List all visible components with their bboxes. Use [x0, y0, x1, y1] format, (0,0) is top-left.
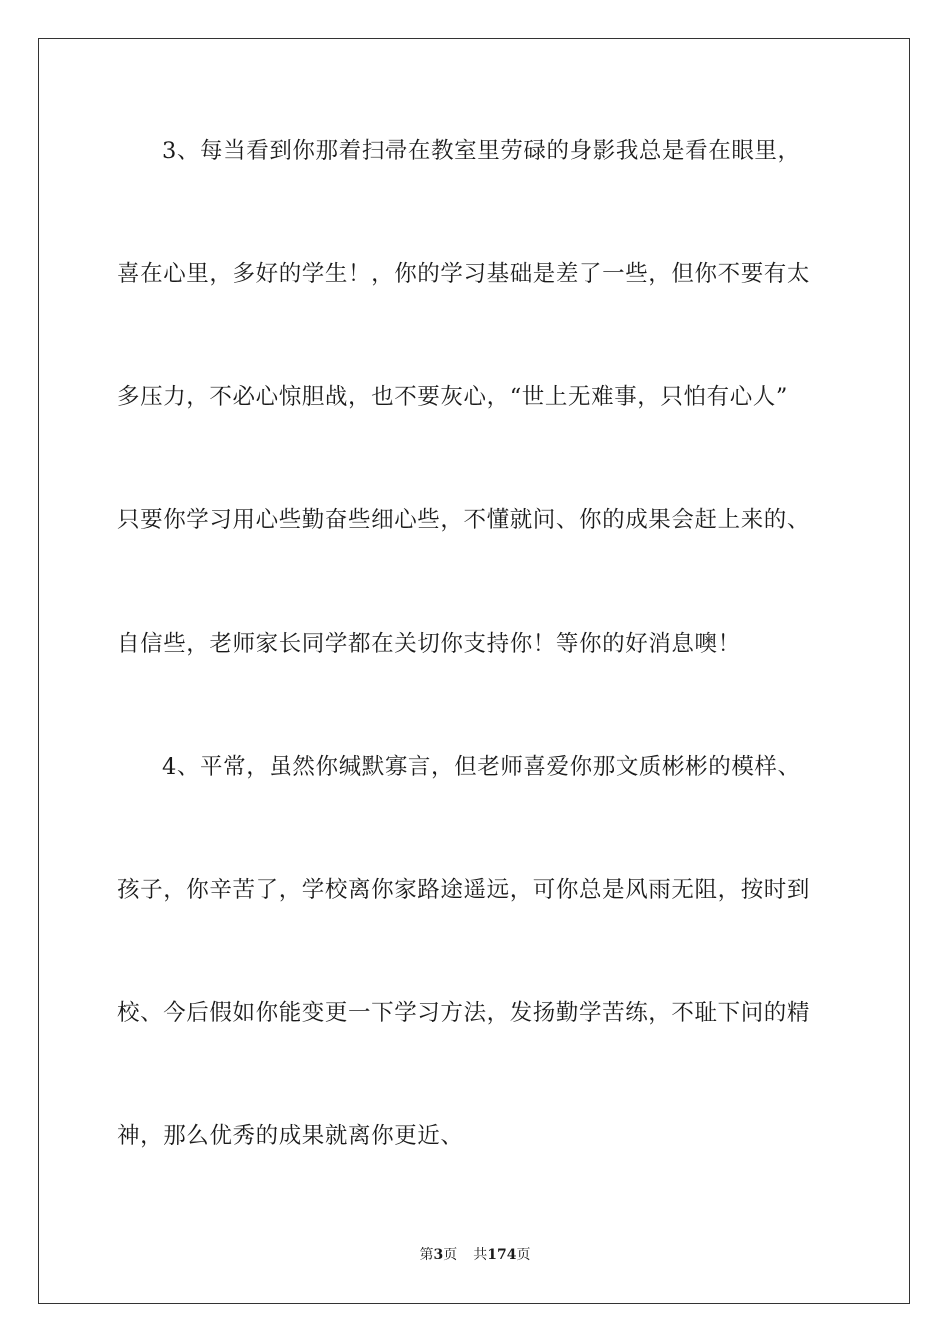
paragraph-3-line-3: 多压力，不必心惊胆战，也不要灰心，“世上无难事，只怕有心人”	[117, 384, 789, 410]
total-prefix: 共	[473, 1247, 488, 1263]
paragraph-3-line-2: 喜在心里，多好的学生！，你的学习基础是差了一些，但你不要有太	[117, 261, 811, 287]
paragraph-3-line-1: 3、每当看到你那着扫帚在教室里劳碌的身影我总是看在眼里，	[162, 138, 801, 164]
page-suffix: 页	[443, 1247, 458, 1263]
paragraph-4-line-4: 神，那么优秀的成果就离你更近、	[117, 1123, 464, 1149]
page-footer	[0, 1246, 950, 1264]
page-prefix: 第	[419, 1247, 434, 1263]
paragraph-4-line-3: 校、今后假如你能变更一下学习方法，发扬勤学苦练，不耻下问的精	[117, 1000, 811, 1026]
page-border	[38, 38, 910, 1304]
page-number: 3	[433, 1247, 444, 1263]
total-suffix: 页	[516, 1247, 531, 1263]
paragraph-4-line-2: 孩子，你辛苦了，学校离你家路途遥远，可你总是风雨无阻，按时到	[117, 877, 811, 903]
paragraph-3-line-5: 自信些，老师家长同学都在关切你支持你！等你的好消息噢！	[117, 631, 741, 657]
paragraph-3-line-4: 只要你学习用心些勤奋些细心些，不懂就问、你的成果会赶上来的、	[117, 507, 811, 533]
total-pages: 174	[487, 1247, 517, 1263]
paragraph-4-line-1: 4、平常，虽然你缄默寡言，但老师喜爱你那文质彬彬的模样、	[162, 754, 801, 780]
